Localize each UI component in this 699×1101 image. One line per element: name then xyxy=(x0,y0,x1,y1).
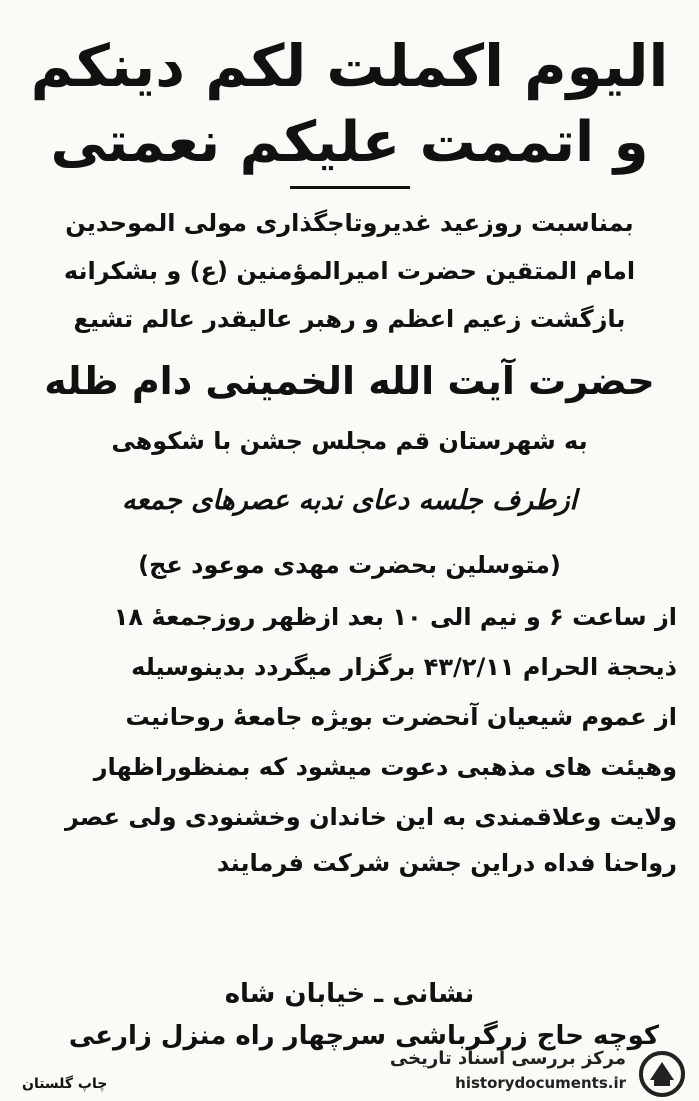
heading-line-2: و اتممت علیکم نعمتی xyxy=(50,110,649,175)
body-line-3: بازگشت زعیم اعظم و رهبر عالیقدر عالم تشیع xyxy=(73,305,626,333)
body-line-12: رواحنا فداه دراین جشن شرکت فرمایند xyxy=(216,849,677,877)
address-line: کوچه حاج زرگرباشی سرچهار راه منزل زارعی xyxy=(68,1021,659,1051)
address-title: نشانی ـ خیابان شاه xyxy=(224,979,475,1009)
archive-logo-icon xyxy=(638,1050,686,1098)
body-line-7: از ساعت ۶ و نیم الی ۱۰ بعد ازظهر روزجمعهٔ ۱۸ xyxy=(113,603,677,631)
body-line-6: (متوسلین بحضرت مهدی موعود عج) xyxy=(138,551,561,579)
watermark xyxy=(389,1046,692,1098)
body-line-10: وهیئت های مذهبی دعوت میشود که بمنظوراظهار xyxy=(93,753,677,781)
body-line-4: به شهرستان قم مجلس جشن با شکوهی xyxy=(111,427,588,455)
body-line-2: امام المتقین حضرت امیرالمؤمنین (ع) و بشکرانه xyxy=(63,257,636,285)
watermark-url: historydocuments.ir xyxy=(455,1074,626,1092)
watermark-text-fa: مرکز بررسی اسناد تاریخی xyxy=(389,1048,626,1069)
body-line-11: ولایت وعلاقمندی به این خاندان وخشنودی ولی عصر xyxy=(65,803,677,831)
printer-credit: چاپ گلستان xyxy=(22,1076,108,1092)
body-line-8: ذیحجة الحرام ۴۳/۲/۱۱ برگزار میگردد بدینوسیله xyxy=(131,653,677,681)
body-line-1: بمناسبت روزعید غدیروتاجگذاری مولی الموحدین xyxy=(65,209,634,237)
body-line-9: از عموم شیعیان آنحضرت بویژه جامعهٔ روحانیت xyxy=(125,703,677,731)
organizer-line: ازطرف جلسه دعای ندبه عصرهای جمعه xyxy=(121,485,578,516)
divider xyxy=(290,186,410,189)
heading-line-1: الیوم اکملت لکم دینکم xyxy=(30,32,669,100)
honoree-name: حضرت آیت الله الخمینی دام ظله xyxy=(44,359,655,403)
